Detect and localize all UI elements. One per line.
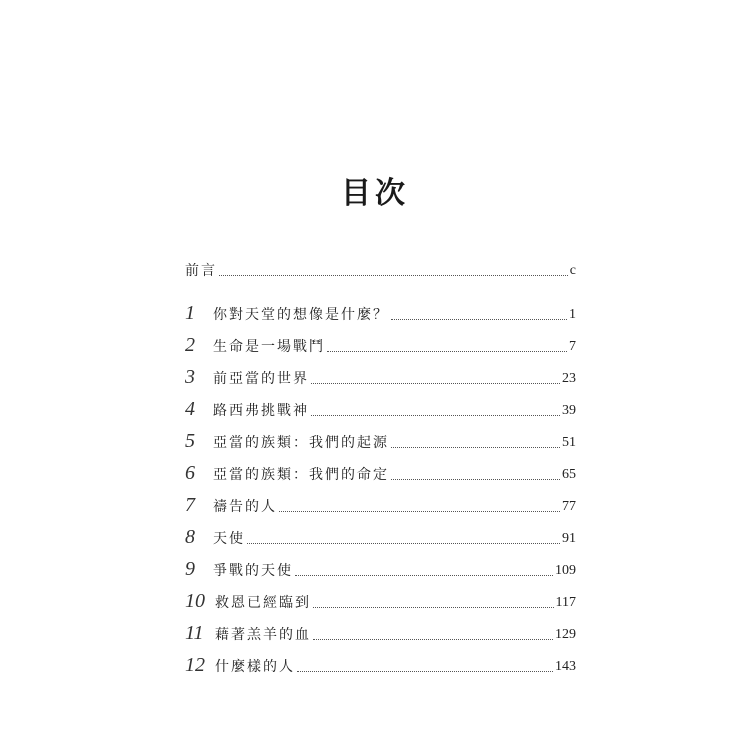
toc-entry-5[interactable] (185, 420, 576, 452)
toc-entry-preface[interactable] (185, 258, 576, 280)
toc-entry-label: 生命是一場戰鬥 (213, 339, 325, 355)
dot-leader (311, 382, 560, 384)
chapter-number: 11 (185, 622, 204, 644)
dot-leader (391, 446, 560, 448)
toc-entry-label: 什麼樣的人 (215, 659, 295, 675)
dot-leader (219, 274, 568, 276)
toc-entry-label: 爭戰的天使 (213, 563, 293, 579)
toc-entry-9[interactable] (185, 548, 576, 580)
chapter-number: 4 (185, 398, 195, 420)
dot-leader (313, 606, 554, 608)
toc-entry-label: 前亞當的世界 (213, 371, 309, 387)
chapter-number: 1 (185, 302, 195, 324)
dot-leader (297, 670, 553, 672)
toc-entry-label: 亞當的族類：我們的命定 (213, 467, 389, 483)
toc-entry-10[interactable] (185, 580, 576, 612)
toc-entry-page: 117 (555, 595, 576, 610)
chapter-number: 3 (185, 366, 195, 388)
toc-entry-11[interactable] (185, 612, 576, 644)
chapter-number: 10 (185, 590, 205, 612)
table-of-contents (185, 258, 576, 676)
dot-leader (391, 478, 560, 480)
dot-leader (295, 574, 553, 576)
toc-entry-label: 你對天堂的想像是什麼？ (213, 307, 389, 323)
toc-entry-3[interactable] (185, 356, 576, 388)
toc-entry-page: 77 (562, 499, 576, 514)
toc-entry-page: 39 (562, 403, 576, 418)
toc-entry-7[interactable] (185, 484, 576, 516)
dot-leader (313, 638, 553, 640)
page-title: 目次 (341, 176, 409, 211)
toc-entry-page: 1 (569, 307, 576, 322)
toc-entry-label: 救恩已經臨到 (215, 595, 311, 611)
dot-leader (391, 318, 567, 320)
dot-leader (247, 542, 560, 544)
toc-entry-2[interactable] (185, 324, 576, 356)
toc-entry-page: 65 (562, 467, 576, 482)
chapter-number: 2 (185, 334, 195, 356)
toc-entry-label: 亞當的族類：我們的起源 (213, 435, 389, 451)
toc-entry-page: 129 (555, 627, 576, 642)
toc-entry-page: 143 (555, 659, 576, 674)
toc-entry-page: c (569, 263, 576, 278)
toc-entry-12[interactable] (185, 644, 576, 676)
chapter-number: 12 (185, 654, 205, 676)
toc-entry-label: 路西弗挑戰神 (213, 403, 309, 419)
chapter-number: 6 (185, 462, 195, 484)
dot-leader (279, 510, 560, 512)
chapter-number: 8 (185, 526, 195, 548)
toc-entry-8[interactable] (185, 516, 576, 548)
toc-entry-page: 109 (555, 563, 576, 578)
toc-entry-4[interactable] (185, 388, 576, 420)
toc-entry-page: 91 (562, 531, 576, 546)
toc-entry-label: 禱告的人 (213, 499, 277, 515)
chapter-number: 9 (185, 558, 195, 580)
chapter-number: 7 (185, 494, 195, 516)
toc-entry-page: 23 (562, 371, 576, 386)
chapter-number: 5 (185, 430, 195, 452)
dot-leader (311, 414, 560, 416)
dot-leader (327, 350, 567, 352)
toc-entry-page: 51 (562, 435, 576, 450)
toc-entry-label: 藉著羔羊的血 (215, 627, 311, 643)
toc-entry-label: 天使 (213, 531, 245, 547)
toc-entry-page: 7 (569, 339, 576, 354)
toc-entry-label: 前言 (185, 263, 217, 279)
toc-entry-1[interactable] (185, 292, 576, 324)
toc-entry-6[interactable] (185, 452, 576, 484)
